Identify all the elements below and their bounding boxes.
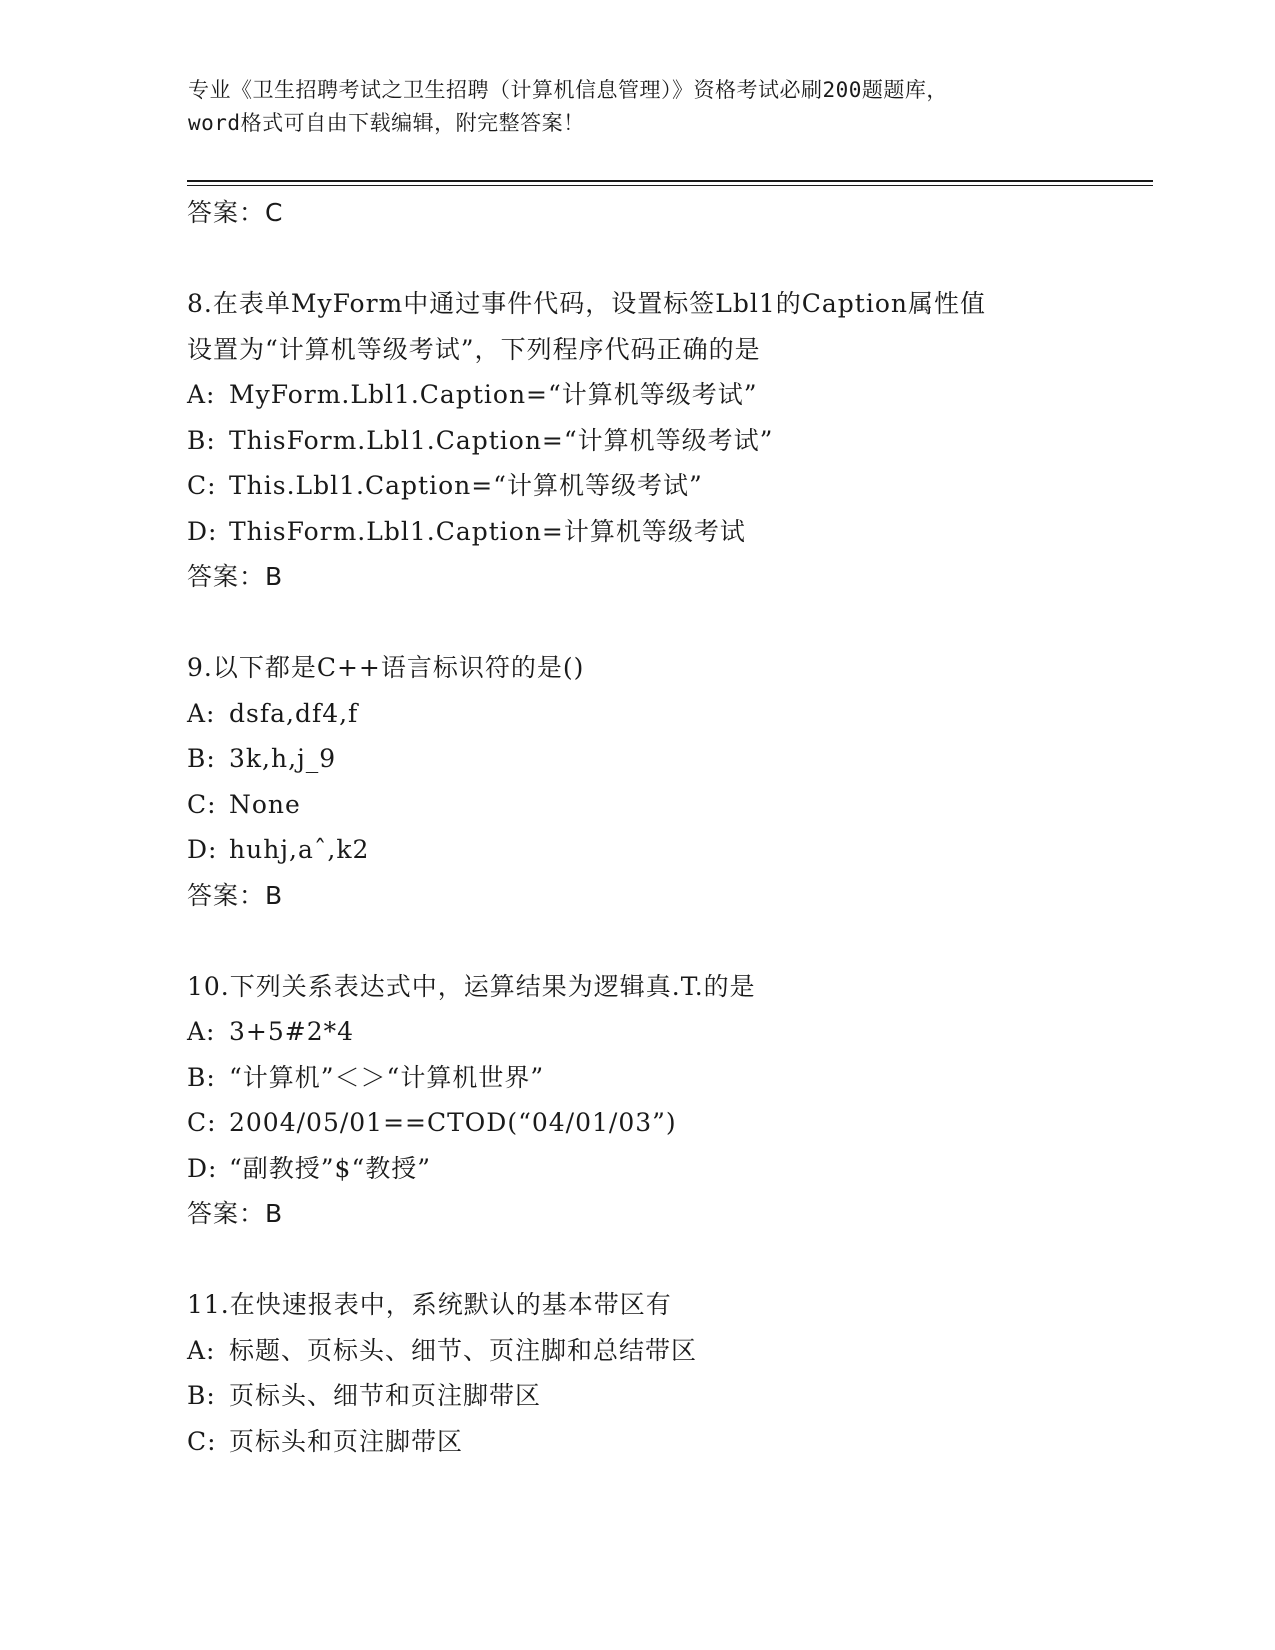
option-text: 3k,h,j_9 xyxy=(229,744,337,773)
question-block xyxy=(187,1282,1153,1464)
option-text: “副教授”$“教授” xyxy=(229,1153,432,1183)
answer-line: 答案：B xyxy=(187,880,284,910)
option-letter: B: xyxy=(187,425,216,455)
option-b xyxy=(187,418,1153,464)
option-text: 页标头、细节和页注脚带区 xyxy=(229,1381,542,1410)
option-letter: A: xyxy=(187,1017,216,1046)
option-c xyxy=(187,1100,1153,1146)
answer-line: 答案：C xyxy=(187,198,284,227)
option-text: dsfa,df4,f xyxy=(229,698,359,728)
option-letter: B: xyxy=(187,1062,216,1092)
option-b xyxy=(187,736,1153,782)
option-letter: A: xyxy=(187,1335,216,1365)
option-letter: B: xyxy=(187,744,216,773)
question-list xyxy=(187,190,1153,1464)
spacer xyxy=(187,600,1153,646)
option-letter: C: xyxy=(187,789,217,819)
option-d xyxy=(187,827,1153,873)
option-text: 页标头和页注脚带区 xyxy=(229,1426,464,1456)
option-text: ThisForm.Lbl1.Caption=计算机等级考试 xyxy=(229,516,746,546)
answer-line: 答案：B xyxy=(187,562,284,591)
option-text: “计算机”＜＞“计算机世界” xyxy=(229,1062,545,1092)
option-a xyxy=(187,1328,1153,1374)
question-stem: 设置为“计算机等级考试”，下列程序代码正确的是 xyxy=(187,334,761,364)
option-letter: D: xyxy=(187,1153,218,1183)
option-d xyxy=(187,509,1153,555)
question-stem: 11.在快速报表中，系统默认的基本带区有 xyxy=(187,1290,672,1319)
option-letter: B: xyxy=(187,1381,216,1410)
question-stem: 8.在表单MyForm中通过事件代码，设置标签Lbl1的Caption属性值 xyxy=(187,289,987,318)
option-text: MyForm.Lbl1.Caption=“计算机等级考试” xyxy=(229,380,758,409)
option-b xyxy=(187,1055,1153,1101)
spacer xyxy=(187,236,1153,282)
option-letter: D: xyxy=(187,835,218,864)
option-text: None xyxy=(229,789,301,819)
option-d xyxy=(187,1146,1153,1192)
header-divider-thin xyxy=(187,185,1153,186)
answer-line: 答案：B xyxy=(187,1199,284,1228)
option-a xyxy=(187,1009,1153,1055)
spacer xyxy=(187,918,1153,964)
question-stem: 9.以下都是C++语言标识符的是() xyxy=(187,653,585,682)
option-text: 3+5#2*4 xyxy=(229,1017,355,1046)
option-text: 2004/05/01==CTOD(“04/01/03”) xyxy=(229,1108,677,1137)
option-text: 标题、页标头、细节、页注脚和总结带区 xyxy=(229,1335,698,1365)
header-line-1: 专业《卫生招聘考试之卫生招聘（计算机信息管理）》资格考试必刷200题题库， xyxy=(188,78,948,102)
spacer xyxy=(187,1237,1153,1283)
option-text: ThisForm.Lbl1.Caption=“计算机等级考试” xyxy=(229,425,774,455)
option-c xyxy=(187,782,1153,828)
option-letter: A: xyxy=(187,698,216,728)
option-letter: D: xyxy=(187,516,218,546)
option-a xyxy=(187,372,1153,418)
option-text: huhj,aˆ,k2 xyxy=(229,835,370,864)
document-header xyxy=(188,74,1088,140)
option-letter: A: xyxy=(187,380,216,409)
question-block xyxy=(187,645,1153,918)
header-line-2: word格式可自由下载编辑，附完整答案！ xyxy=(188,111,585,135)
question-block xyxy=(187,281,1153,600)
option-letter: C: xyxy=(187,1108,217,1137)
option-letter: C: xyxy=(187,1426,217,1456)
option-letter: C: xyxy=(187,471,217,500)
header-divider-thick xyxy=(187,180,1153,182)
question-block xyxy=(187,964,1153,1237)
question-stem: 10.下列关系表达式中，运算结果为逻辑真.T.的是 xyxy=(187,971,756,1001)
option-b xyxy=(187,1373,1153,1419)
option-text: This.Lbl1.Caption=“计算机等级考试” xyxy=(229,471,703,500)
option-c xyxy=(187,463,1153,509)
option-a xyxy=(187,691,1153,737)
option-c xyxy=(187,1419,1153,1465)
